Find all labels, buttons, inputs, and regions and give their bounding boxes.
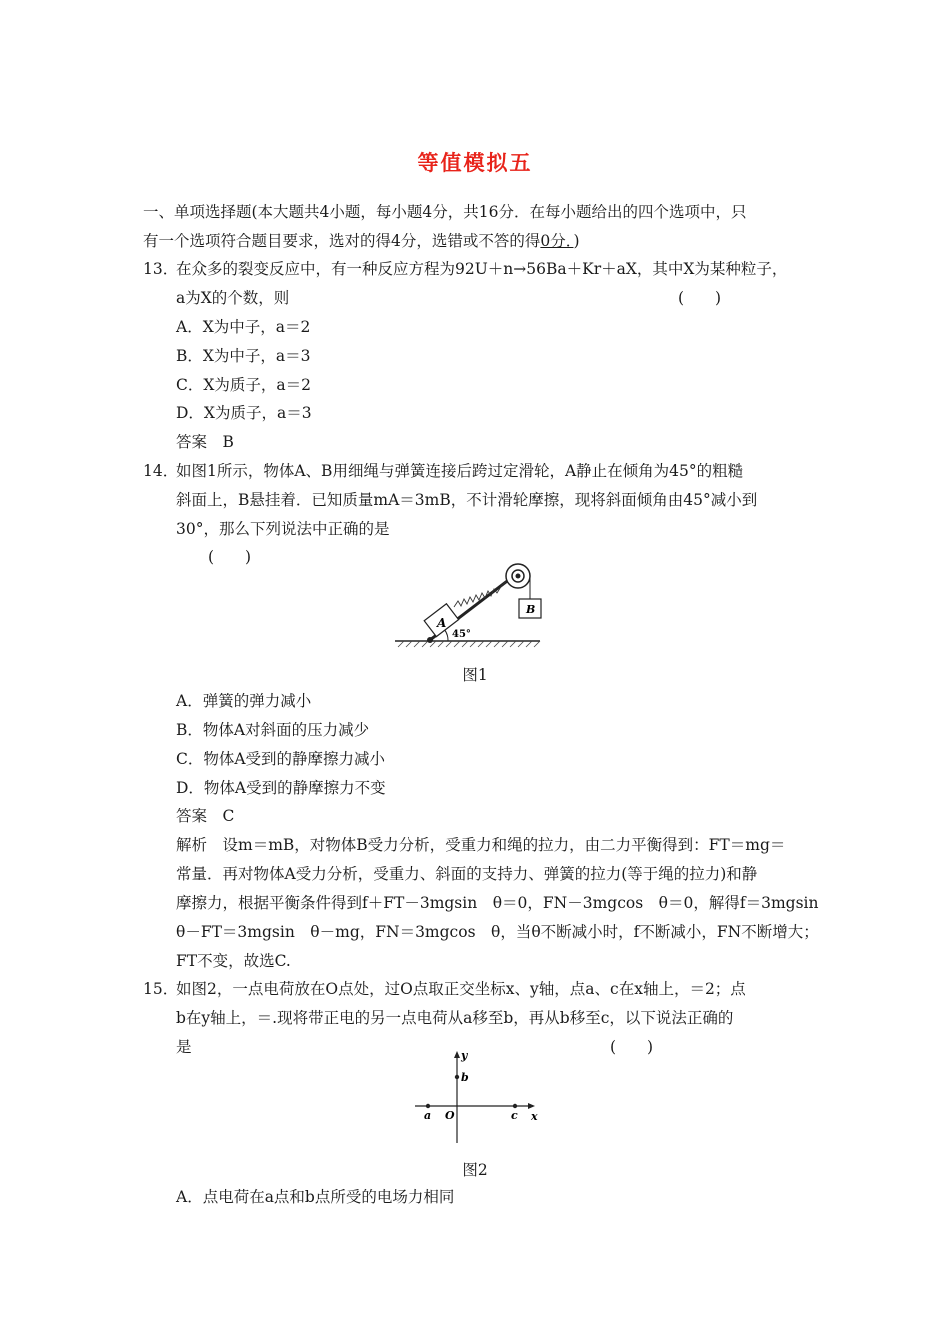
figure-1-incline-pulley bbox=[390, 555, 550, 655]
q15-stem-line1: 如图2，一点电荷放在O点处，过O点取正交坐标x、y轴，点a、c在x轴上，＝2；点 bbox=[176, 980, 746, 998]
q14-stem-line1: 如图1所示，物体A、B用细绳与弹簧连接后跨过定滑轮，A静止在倾角为45°的粗糙 bbox=[176, 462, 744, 480]
section-paren: ) bbox=[573, 232, 580, 250]
figure-1-caption: 图1 bbox=[462, 666, 488, 684]
incline-pivot bbox=[427, 637, 433, 643]
q14-analysis-line1: 解析 设m＝mB，对物体B受力分析，受重力和绳的拉力，由二力平衡得到：FT＝mg＝ bbox=[176, 836, 786, 854]
q15-stem-line3: 是 bbox=[176, 1038, 192, 1056]
q15-number: 15． bbox=[143, 980, 179, 998]
block-b-label: B bbox=[526, 603, 536, 616]
q14-answer: 答案 C bbox=[176, 807, 235, 825]
q13-option-a: A．X为中子，a＝2 bbox=[176, 318, 311, 336]
q14-option-d: D．物体A受到的静摩擦力不变 bbox=[176, 779, 386, 797]
y-axis-label: y bbox=[461, 1049, 468, 1062]
x-axis-label: x bbox=[531, 1110, 538, 1123]
angle-label: 45° bbox=[452, 629, 471, 640]
q14-stem-line3: 30°，那么下列说法中正确的是 bbox=[176, 520, 390, 538]
pulley-axle bbox=[516, 574, 521, 579]
point-b-label: b bbox=[461, 1071, 469, 1084]
point-b bbox=[455, 1075, 459, 1079]
figure-2-coordinate-axes bbox=[405, 1048, 555, 1148]
q14-analysis-line5: FT不变，故选C. bbox=[176, 952, 291, 970]
q13-answer-bracket: ( ) bbox=[678, 289, 722, 307]
y-arrow bbox=[454, 1051, 460, 1058]
q14-analysis-line3: 摩擦力，根据平衡条件得到f＋FT－3mgsin θ＝0，FN－3mgcos θ＝0，解得f＝3mgsin bbox=[176, 894, 819, 912]
q14-stem-line2: 斜面上，B悬挂着．已知质量mA＝3mB，不计滑轮摩擦，现将斜面倾角由45°减小到 bbox=[176, 491, 758, 509]
point-c bbox=[513, 1104, 517, 1108]
block-a-label: A bbox=[437, 616, 447, 630]
q15-stem-line2: b在y轴上，＝.现将带正电的另一点电荷从a移至b，再从b移至c，以下说法正确的 bbox=[176, 1009, 734, 1027]
point-c-label: c bbox=[511, 1109, 518, 1122]
q13-number: 13． bbox=[143, 260, 179, 278]
q14-analysis-line4: θ－FT＝3mgsin θ－mg，FN＝3mgcos θ，当θ不断减小时，f不断减小，FN不断增大； bbox=[176, 923, 819, 941]
q13-stem-line2: a为X的个数，则 bbox=[176, 289, 290, 307]
point-a-label: a bbox=[424, 1109, 432, 1122]
q13-stem-line1: 在众多的裂变反应中，有一种反应方程为92U＋n→56Ba＋Kr＋aX，其中X为某种粒子， bbox=[176, 260, 788, 278]
q14-option-c: C．物体A受到的静摩擦力减小 bbox=[176, 750, 386, 768]
section-text: 有一个选项符合题目要求，选对的得4分，选错或不答的得 bbox=[143, 232, 541, 250]
section-header-line2 bbox=[143, 231, 580, 251]
q14-number: 14． bbox=[143, 462, 179, 480]
q14-option-b: B．物体A对斜面的压力减少 bbox=[176, 721, 370, 739]
section-header-line1: 一、单项选择题(本大题共4小题，每小题4分，共16分．在每小题给出的四个选项中，只 bbox=[143, 203, 747, 221]
q14-analysis-line2: 常量．再对物体A受力分析，受重力、斜面的支持力、弹簧的拉力(等于绳的拉力)和静 bbox=[176, 865, 758, 883]
q13-option-c: C．X为质子，a＝2 bbox=[176, 376, 311, 394]
q13-option-d: D．X为质子，a＝3 bbox=[176, 404, 312, 422]
x-arrow bbox=[528, 1103, 535, 1109]
q13-option-b: B．X为中子，a＝3 bbox=[176, 347, 311, 365]
q15-option-a: A．点电荷在a点和b点所受的电场力相同 bbox=[176, 1188, 455, 1206]
q14-option-a: A．弹簧的弹力减小 bbox=[176, 692, 312, 710]
point-a bbox=[426, 1104, 430, 1108]
q13-answer: 答案 B bbox=[176, 433, 234, 451]
figure-2-caption: 图2 bbox=[462, 1161, 488, 1179]
origin-label: O bbox=[445, 1109, 455, 1122]
q15-answer-bracket: ( ) bbox=[610, 1038, 654, 1056]
spring bbox=[454, 577, 512, 607]
q14-answer-bracket: ( ) bbox=[208, 548, 252, 566]
page-title: 等值模拟五 bbox=[417, 151, 533, 175]
ground-hatch bbox=[398, 641, 540, 647]
section-score: 0分． bbox=[540, 232, 574, 250]
